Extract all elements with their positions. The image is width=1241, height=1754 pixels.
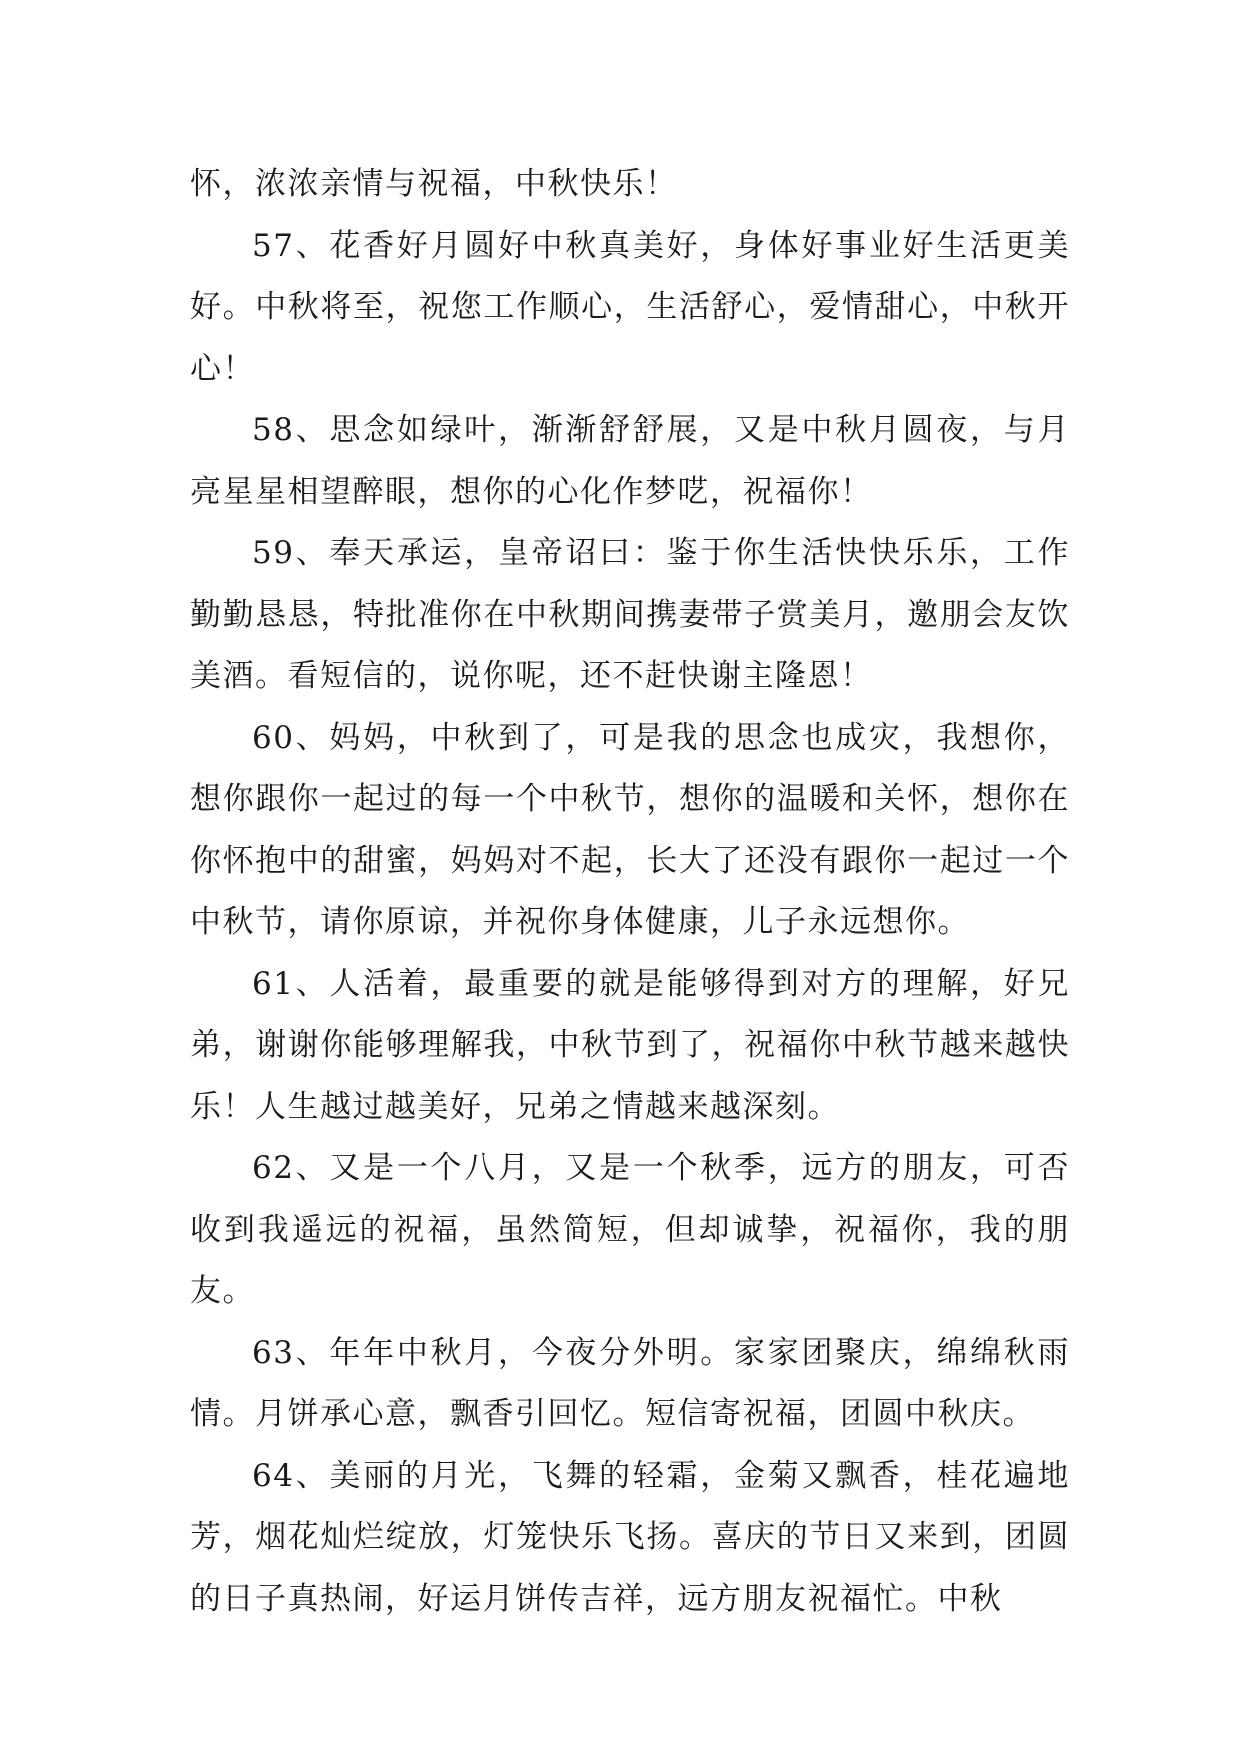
paragraph-continuation: 怀，浓浓亲情与祝福，中秋快乐！: [190, 166, 678, 202]
paragraph-61: 61、人活着，最重要的就是能够得到对方的理解，好兄弟，谢谢你能够理解我，中秋节到了，祝福你中秋节越来越快乐！人生越过越美好，兄弟之情越来越深刻。: [190, 965, 1070, 1125]
paragraph-57: 57、花香好月圆好中秋真美好，身体好事业好生活更美好。中秋将至，祝您工作顺心，生活舒心，爱情甜心，中秋开心！: [190, 227, 1070, 387]
paragraph-58: 58、思念如绿叶，渐渐舒舒展，又是中秋月圆夜，与月亮星星相望醉眼，想你的心化作梦呓，祝福你！: [190, 412, 1070, 510]
document-body: [190, 154, 1070, 1630]
paragraph-60: 60、妈妈，中秋到了，可是我的思念也成灾，我想你，想你跟你一起过的每一个中秋节，想你的温暖和关怀，想你在你怀抱中的甜蜜，妈妈对不起，长大了还没有跟你一起过一个中秋节，请你原谅，并祝你身体健康，儿子永远想你。: [190, 719, 1070, 940]
paragraph-62: 62、又是一个八月，又是一个秋季，远方的朋友，可否收到我遥远的祝福，虽然简短，但却诚挚，祝福你，我的朋友。: [190, 1150, 1070, 1309]
paragraph-64: 64、美丽的月光，飞舞的轻霜，金菊又飘香，桂花遍地芳，烟花灿烂绽放，灯笼快乐飞扬。喜庆的节日又来到，团圆的日子真热闹，好运月饼传吉祥，远方朋友祝福忙。中秋: [190, 1457, 1070, 1617]
paragraph-59: 59、奉天承运，皇帝诏曰：鉴于你生活快快乐乐，工作勤勤恳恳，特批准你在中秋期间携妻带子赏美月，邀朋会友饮美酒。看短信的，说你呢，还不赶快谢主隆恩！: [190, 535, 1070, 694]
paragraph-63: 63、年年中秋月，今夜分外明。家家团聚庆，绵绵秋雨情。月饼承心意，飘香引回忆。短信寄祝福，团圆中秋庆。: [190, 1334, 1070, 1432]
